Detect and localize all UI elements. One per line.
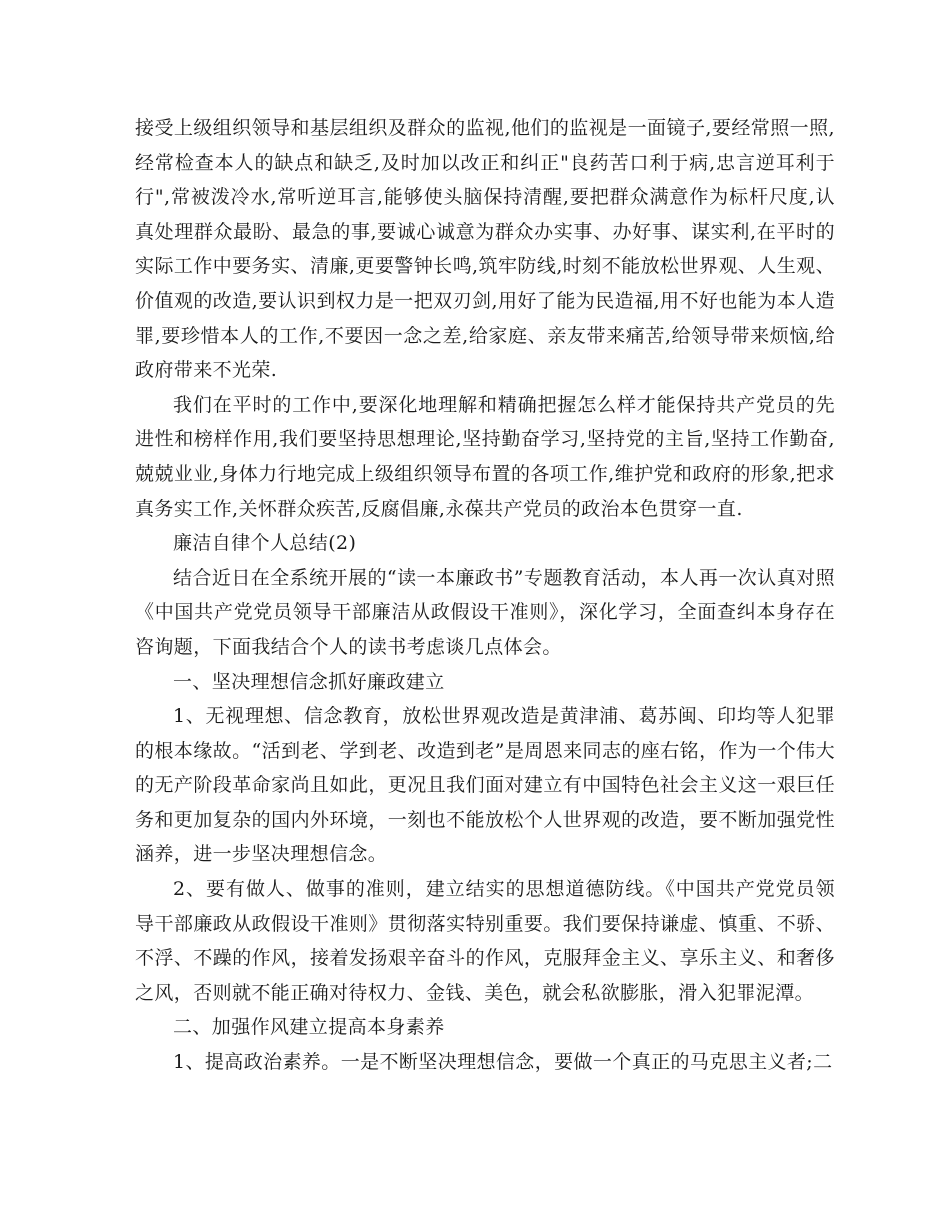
paragraph-3: 结合近日在全系统开展的“读一本廉政书”专题教育活动，本人再一次认真对照《中国共产党党员领导干部廉洁从政假设干准则》，深化学习，全面查纠本身存在咨询题，下面我结合个人的读书考虑谈几点体会。 [135,566,835,658]
subheading-1: 一、坚决理想信念抓好廉政建立 [173,670,445,693]
paragraph-6: 1、提高政治素养。一是不断坚决理想信念，要做一个真正的马克思主义者;二 [173,1051,833,1074]
document-body [135,111,835,1080]
paragraph-2: 我们在平时的工作中,要深化地理解和精确把握怎么样才能保持共产党员的先进性和榜样作用,我们要坚持思想理论,坚持勤奋学习,坚持党的主旨,坚持工作勤奋,兢兢业业,身体力行地完成上级组织领导布置的各项工作,维护党和政府的形象,把求真务实工作,关怀群众疾苦,反腐倡廉,永葆共产党员的政治本色贯穿一直. [135,393,835,520]
paragraph-1: 接受上级组织领导和基层组织及群众的监视,他们的监视是一面镜子,要经常照一照,经常检查本人的缺点和缺乏,及时加以改正和纠正"良药苦口利于病,忠言逆耳利于行",常被泼冷水,常听逆耳言,能够使头脑保持清醒,要把群众满意作为标杆尺度,认真处理群众最盼、最急的事,要诚心诚意为群众办实事、办好事、谋实利,在平时的实际工作中要务实、清廉,更要警钟长鸣,筑牢防线,时刻不能放松世界观、人生观、价值观的改造,要认识到权力是一把双刃剑,用好了能为民造福,用不好也能为本人造罪,要珍惜本人的工作,不要因一念之差,给家庭、亲友带来痛苦,给领导带来烦恼,给政府带来不光荣. [135,117,835,382]
section-heading-2: 廉洁自律个人总结(2) [173,532,357,555]
subheading-2: 二、加强作风建立提高本身素养 [173,1016,445,1039]
paragraph-4: 1、无视理想、信念教育，放松世界观改造是黄津浦、葛苏闽、印均等人犯罪的根本缘故。“活到老、学到老、改造到老”是周恩来同志的座右铭，作为一个伟大的无产阶段革命家尚且如此，更况且我们面对建立有中国特色社会主义这一艰巨任务和更加复杂的国内外环境，一刻也不能放松个人世界观的改造，要不断加强党性涵养，进一步坚决理想信念。 [135,705,835,866]
paragraph-5: 2、要有做人、做事的准则，建立结实的思想道德防线。《中国共产党党员领导干部廉政从政假设干准则》贯彻落实特别重要。我们要保持谦虚、慎重、不骄、不浮、不躁的作风，接着发扬艰辛奋斗的作风，克服拜金主义、享乐主义、和奢侈之风，否则就不能正确对待权力、金钱、美色，就会私欲膨胀，滑入犯罪泥潭。 [135,878,835,1004]
